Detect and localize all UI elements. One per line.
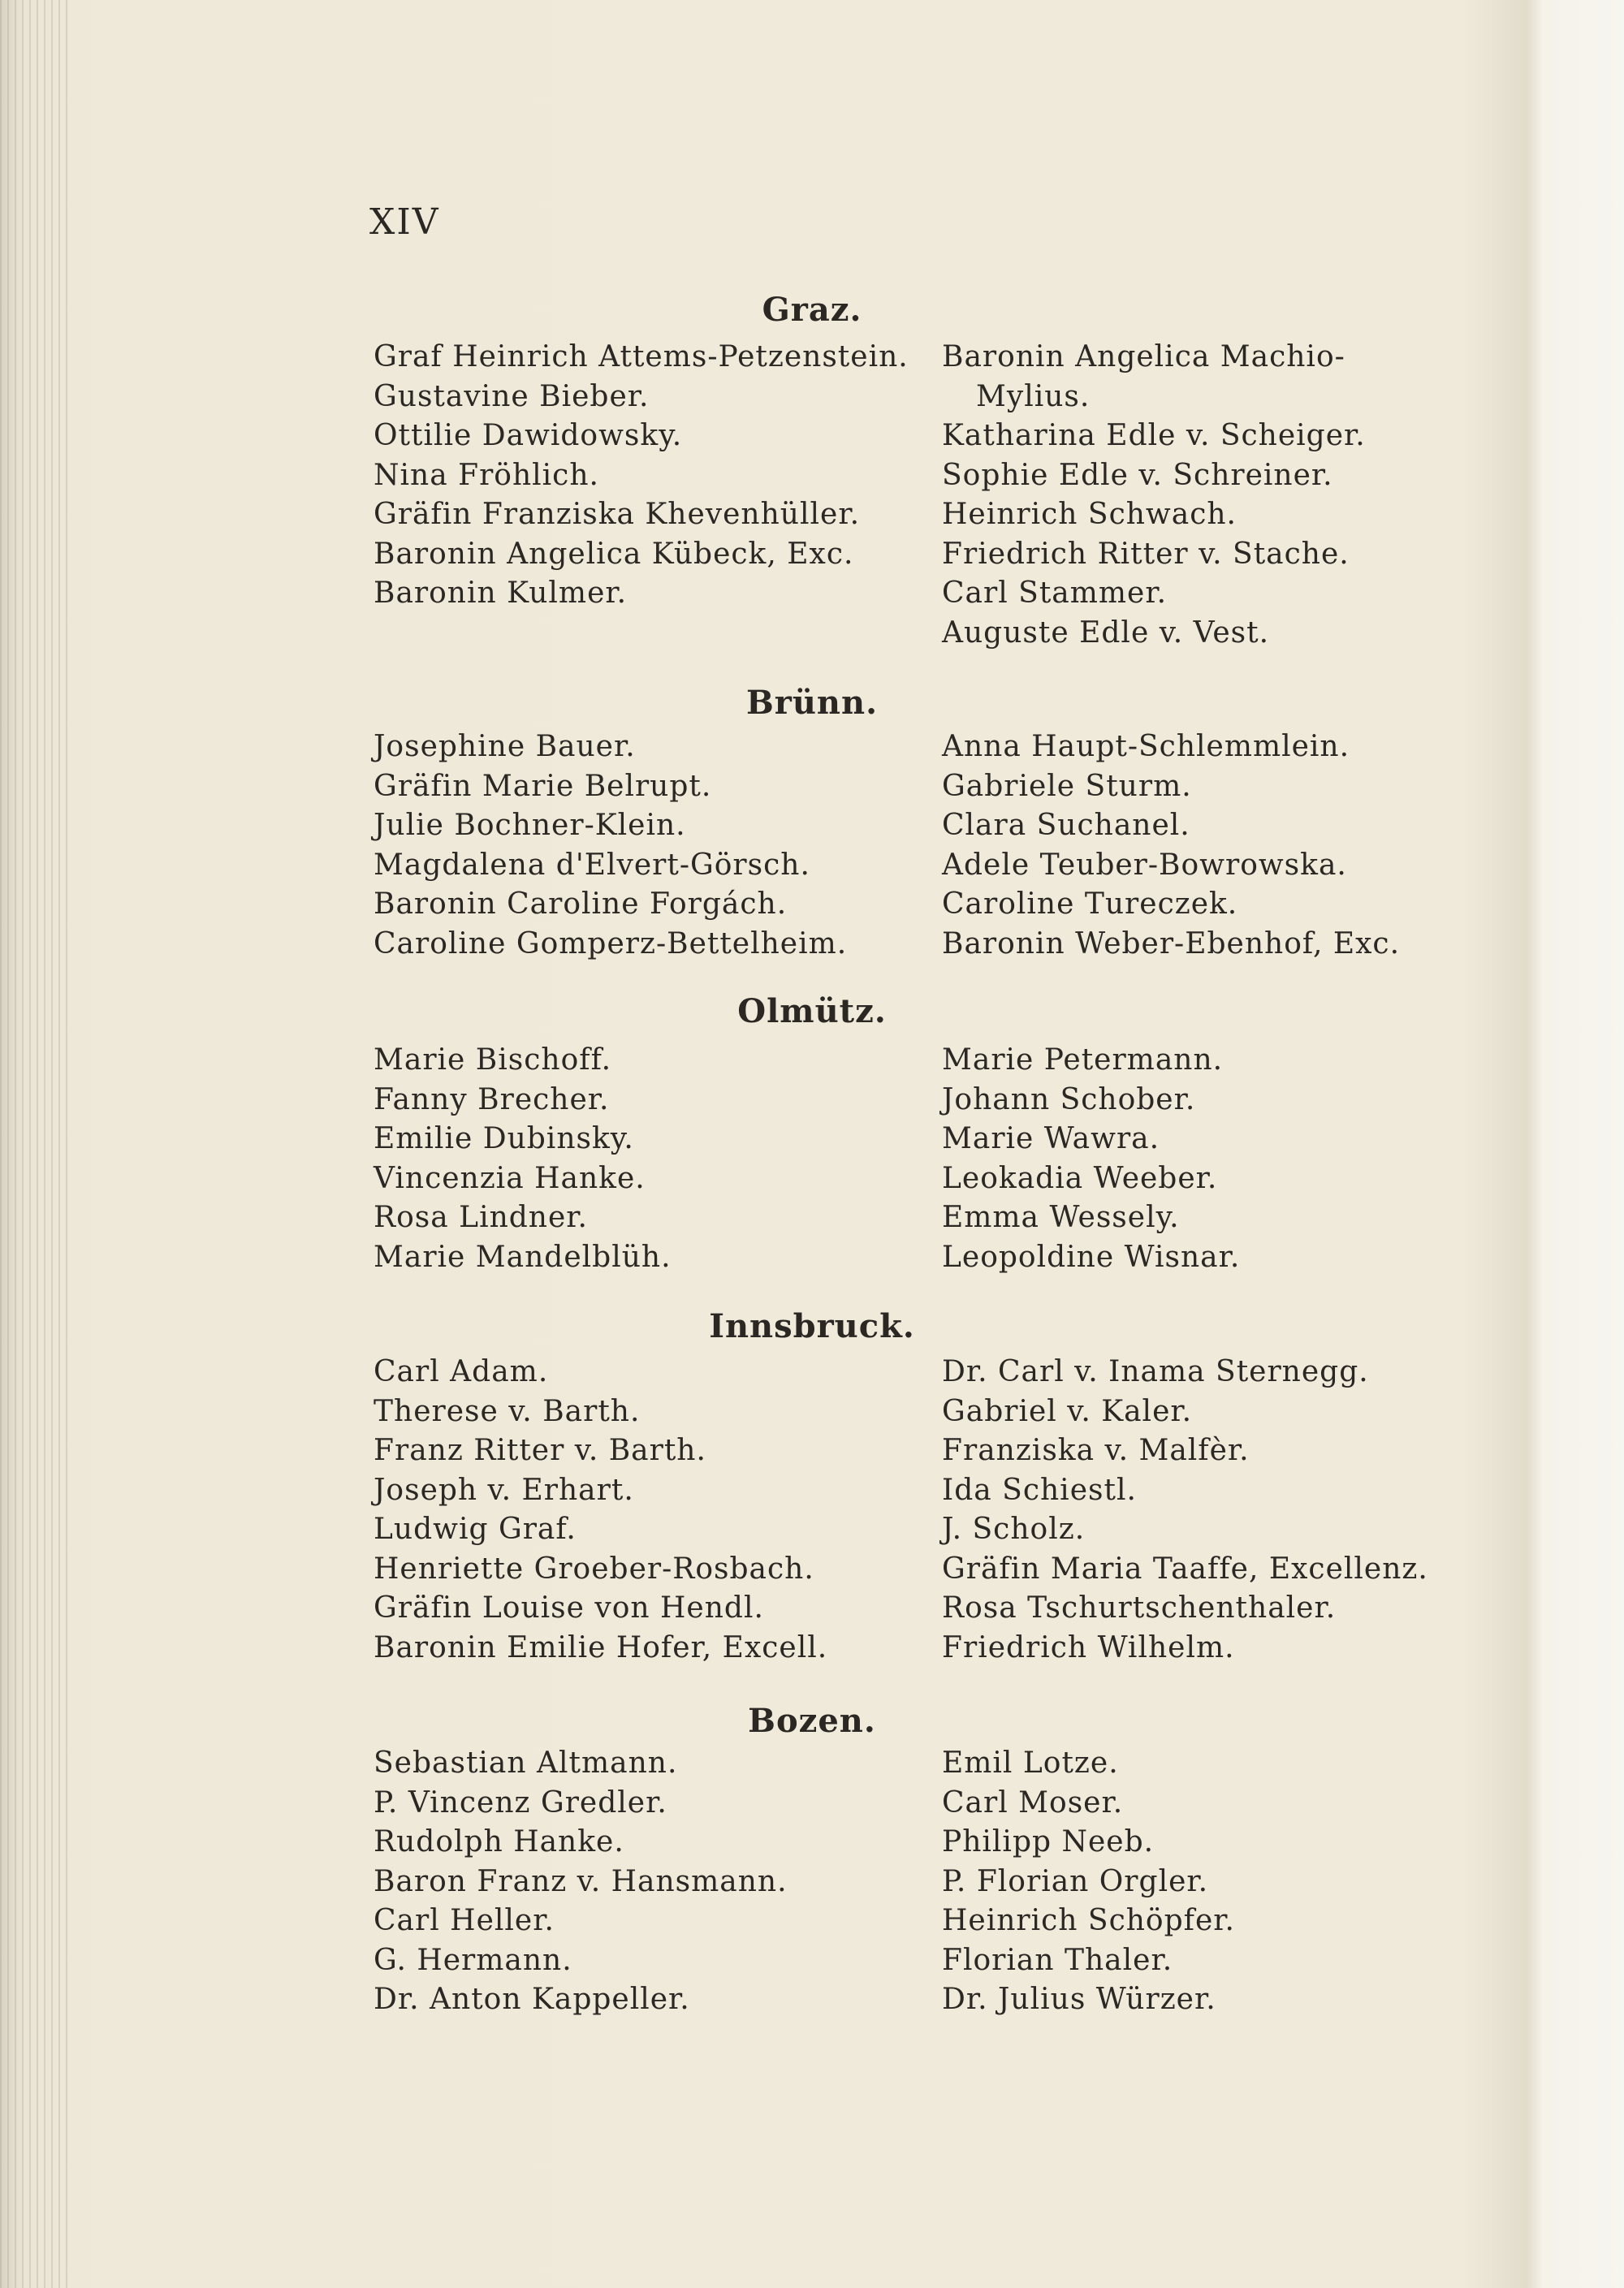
list-item: Carl Adam. (374, 1355, 549, 1388)
list-item: Johann Schober. (942, 1082, 1196, 1116)
list-item: Leopoldine Wisnar. (942, 1240, 1241, 1274)
list-item: Caroline Tureczek. (942, 887, 1238, 921)
section-title-innsbruck: Innsbruck. (709, 1307, 915, 1345)
list-item: Carl Moser. (942, 1785, 1124, 1820)
section-innsbruck-right-column (942, 1353, 1510, 1668)
list-item: Baronin Kulmer. (374, 576, 628, 610)
page-number: XIV (369, 201, 440, 243)
list-item: Gräfin Maria Taaffe, Excellenz. (942, 1552, 1428, 1586)
list-item: Ludwig Graf. (374, 1513, 577, 1546)
list-item: P. Florian Orgler. (942, 1864, 1209, 1898)
list-item: G. Hermann. (374, 1943, 572, 1977)
section-title-olmuetz: Olmütz. (737, 992, 887, 1030)
list-item: Gustavine Bieber. (374, 379, 650, 413)
list-item: Marie Bischoff. (374, 1043, 612, 1077)
list-item: Emil Lotze. (942, 1746, 1119, 1780)
list-item: Baronin Angelica Machio- (942, 340, 1345, 373)
list-item: Gräfin Louise von Hendl. (374, 1591, 764, 1625)
list-item: Philipp Neeb. (942, 1825, 1155, 1858)
list-item: Ida Schiestl. (942, 1473, 1137, 1507)
list-item: Baronin Angelica Kübeck, Exc. (374, 537, 854, 571)
section-bozen-right-column (942, 1744, 1510, 2020)
list-item: Sophie Edle v. Schreiner. (942, 458, 1333, 492)
list-item: Emilie Dubinsky. (374, 1122, 634, 1155)
list-item: Baronin Caroline Forgách. (374, 887, 788, 921)
page-edge-shading (0, 0, 73, 2288)
list-item: Rosa Tschurtschenthaler. (942, 1591, 1337, 1625)
list-item: Emma Wessely. (942, 1201, 1180, 1234)
list-item: Franziska v. Malfèr. (942, 1434, 1250, 1467)
list-item: Franz Ritter v. Barth. (374, 1434, 706, 1467)
list-item: Gabriele Sturm. (942, 769, 1192, 803)
list-item: Nina Fröhlich. (374, 458, 599, 492)
section-innsbruck-left-column (374, 1353, 942, 1668)
list-item: Ottilie Dawidowsky. (374, 419, 683, 452)
section-title-graz: Graz. (762, 291, 862, 329)
list-item: Baronin Weber-Ebenhof, Exc. (942, 926, 1401, 961)
list-item: Clara Suchanel. (942, 809, 1190, 842)
list-item: Graf Heinrich Attems-Petzenstein. (374, 340, 909, 373)
section-olmuetz-right-column (942, 1041, 1510, 1277)
list-item: Josephine Bauer. (374, 730, 636, 763)
list-item: Friedrich Wilhelm. (942, 1630, 1235, 1664)
list-item: Adele Teuber-Bowrowska. (942, 848, 1347, 882)
list-item: Vincenzia Hanke. (374, 1161, 646, 1195)
list-item: Anna Haupt-Schlemmlein. (942, 730, 1350, 763)
list-item: P. Vincenz Gredler. (374, 1785, 667, 1820)
section-graz-right-column (942, 338, 1510, 653)
list-item: Heinrich Schwach. (942, 498, 1237, 531)
section-bruenn-right-column (942, 727, 1510, 964)
list-item: Baron Franz v. Hansmann. (374, 1864, 788, 1898)
list-item: Rudolph Hanke. (374, 1825, 624, 1858)
list-item: Marie Wawra. (942, 1122, 1160, 1155)
list-item: Fanny Brecher. (374, 1082, 610, 1116)
section-title-bozen: Bozen. (748, 1702, 876, 1740)
list-item: Gräfin Marie Belrupt. (374, 769, 712, 803)
list-item: Therese v. Barth. (374, 1394, 641, 1428)
list-item: Julie Bochner-Klein. (374, 809, 686, 842)
list-item: Leokadia Weeber. (942, 1161, 1218, 1195)
section-title-bruenn: Brünn. (745, 684, 879, 722)
list-item: Magdalena d'Elvert-Görsch. (374, 848, 810, 882)
list-item: Heinrich Schöpfer. (942, 1904, 1235, 1937)
list-item: Dr. Julius Würzer. (942, 1983, 1216, 2016)
list-item: Gräfin Franziska Khevenhüller. (374, 498, 861, 531)
list-item: Dr. Anton Kappeller. (374, 1983, 690, 2016)
list-item: Carl Stammer. (942, 576, 1168, 610)
list-item-continuation: Mylius. (976, 379, 1091, 413)
list-item: Joseph v. Erhart. (374, 1473, 634, 1507)
list-item: Baronin Emilie Hofer, Excell. (374, 1630, 828, 1664)
section-bruenn-left-column (374, 727, 942, 964)
list-item: Caroline Gomperz-Bettelheim. (374, 926, 848, 961)
section-olmuetz-left-column (374, 1041, 942, 1277)
list-item: Marie Mandelblüh. (374, 1240, 672, 1274)
list-item: Carl Heller. (374, 1904, 555, 1937)
list-item: J. Scholz. (942, 1513, 1086, 1546)
list-item: Marie Petermann. (942, 1043, 1224, 1077)
list-item: Florian Thaler. (942, 1943, 1173, 1977)
list-item: Auguste Edle v. Vest. (942, 615, 1270, 650)
list-item: Gabriel v. Kaler. (942, 1394, 1193, 1428)
list-item: Henriette Groeber-Rosbach. (374, 1552, 814, 1586)
list-item: Sebastian Altmann. (374, 1746, 678, 1780)
list-item: Katharina Edle v. Scheiger. (942, 419, 1366, 452)
list-item: Friedrich Ritter v. Stache. (942, 537, 1350, 571)
section-graz-left-column (374, 338, 942, 614)
section-bozen-left-column (374, 1744, 942, 2020)
list-item: Dr. Carl v. Inama Sternegg. (942, 1355, 1369, 1388)
list-item: Rosa Lindner. (374, 1201, 588, 1234)
